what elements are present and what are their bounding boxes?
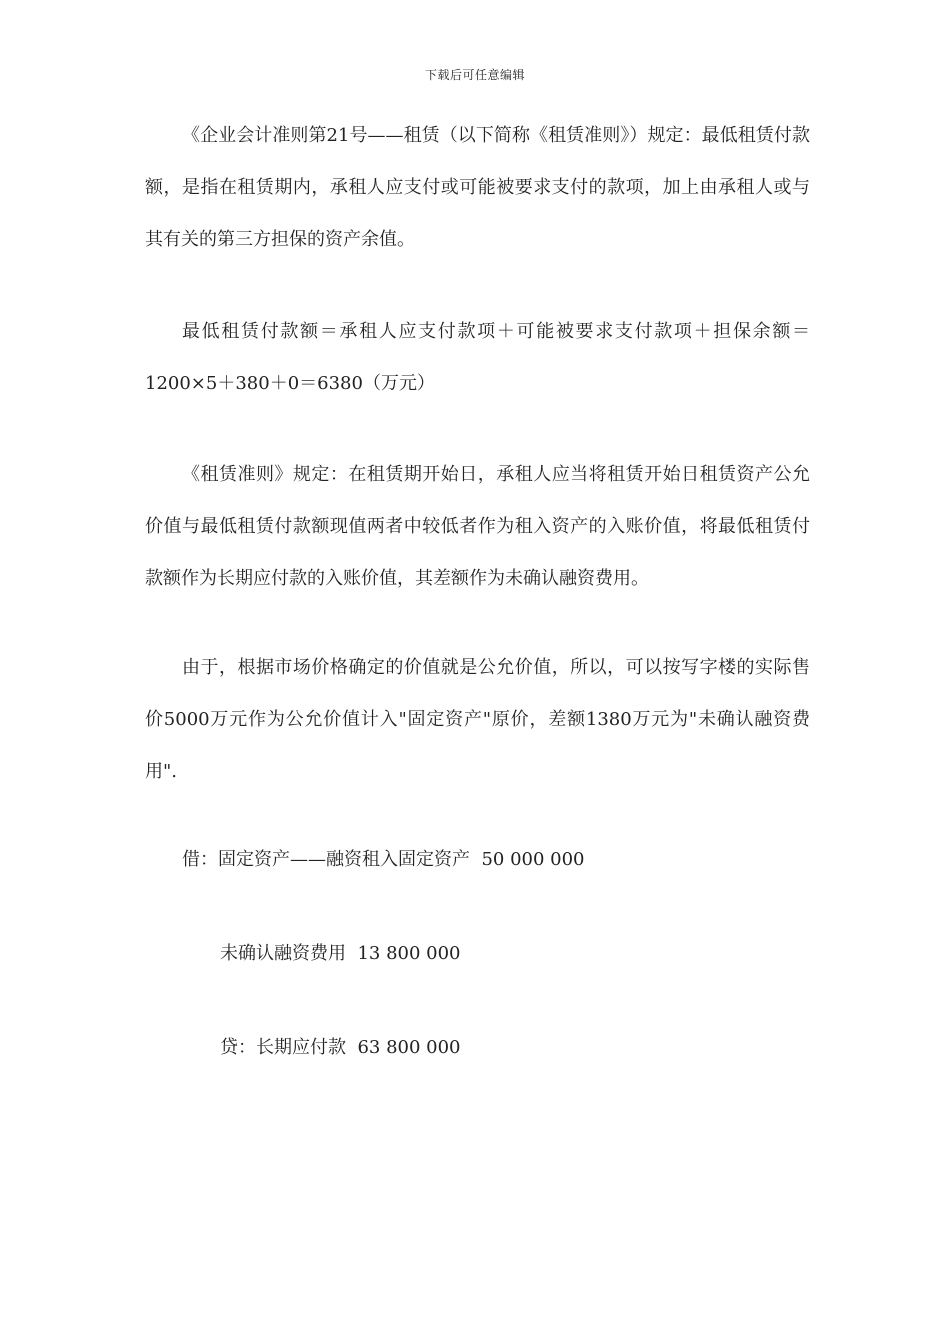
paragraph-calculation: 最低租赁付款额＝承租人应支付款项＋可能被要求支付款项＋担保余额＝1200×5＋380＋0＝6380（万元） xyxy=(145,321,810,394)
journal-entry-debit-unrecognized-finance-cost: 未确认融资费用 13 800 000 xyxy=(220,943,461,964)
journal-entry-debit-fixed-asset: 借：固定资产——融资租入固定资产 50 000 000 xyxy=(182,849,585,870)
journal-entry-credit-long-term-payable: 贷：长期应付款 63 800 000 xyxy=(220,1037,461,1058)
paragraph-definition: 《企业会计准则第21号——租赁（以下简称《租赁准则》）规定：最低租赁付款额，是指在租赁期内，承租人应支付或可能被要求支付的款项，加上由承租人或与其有关的第三方担保的资产余值。 xyxy=(145,125,810,250)
paragraph-lease-rule: 《租赁准则》规定：在租赁期开始日，承租人应当将租赁开始日租赁资产公允价值与最低租赁付款额现值两者中较低者作为租入资产的入账价值，将最低租赁付款额作为长期应付款的入账价值，其差额作为未确认融资费用。 xyxy=(145,464,810,589)
paragraph-fair-value: 由于，根据市场价格确定的价值就是公允价值，所以，可以按写字楼的实际售价5000万元作为公允价值计入"固定资产"原价，差额1380万元为"未确认融资费用". xyxy=(145,657,810,782)
page-header: 下载后可任意编辑 xyxy=(424,68,525,82)
